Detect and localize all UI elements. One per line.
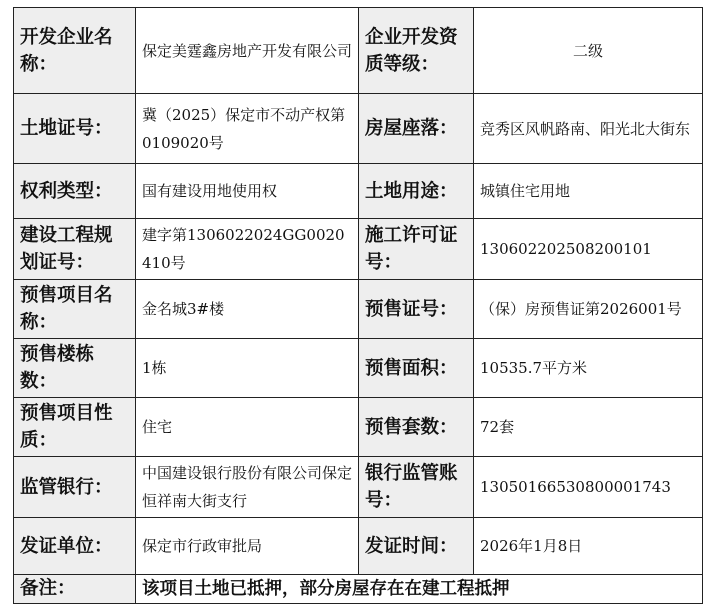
table-row xyxy=(14,398,703,457)
construction-permit-value: 130602202508200101 xyxy=(474,219,703,280)
right-type-label: 权利类型： xyxy=(14,164,136,219)
permit-document xyxy=(13,7,703,604)
land-use-value: 城镇住宅用地 xyxy=(474,164,703,219)
property-location-label: 房屋座落： xyxy=(359,94,474,164)
land-certificate-value: 冀（2025）保定市不动产权第0109020号 xyxy=(136,94,359,164)
planning-permit-label: 建设工程规划证号： xyxy=(14,219,136,280)
planning-permit-value: 建字第1306022024GG0020410号 xyxy=(136,219,359,280)
presale-area-label: 预售面积： xyxy=(359,339,474,398)
developer-name-value: 保定美霆鑫房地产开发有限公司 xyxy=(136,8,359,94)
construction-permit-label: 施工许可证号： xyxy=(359,219,474,280)
presale-permit-table xyxy=(13,7,703,604)
remarks-label: 备注： xyxy=(14,575,136,604)
table-row xyxy=(14,94,703,164)
right-type-value: 国有建设用地使用权 xyxy=(136,164,359,219)
property-location-value: 竞秀区风帆路南、阳光北大街东 xyxy=(474,94,703,164)
table-row xyxy=(14,339,703,398)
bank-account-label: 银行监管账号： xyxy=(359,457,474,518)
issue-date-label: 发证时间： xyxy=(359,518,474,575)
table-row xyxy=(14,164,703,219)
supervising-bank-value: 中国建设银行股份有限公司保定恒祥南大街支行 xyxy=(136,457,359,518)
table-row xyxy=(14,8,703,94)
land-certificate-label: 土地证号： xyxy=(14,94,136,164)
land-use-label: 土地用途： xyxy=(359,164,474,219)
unit-count-value: 72套 xyxy=(474,398,703,457)
project-name-label: 预售项目名称： xyxy=(14,280,136,339)
bank-account-value: 13050166530800001743 xyxy=(474,457,703,518)
building-count-label: 预售楼栋数： xyxy=(14,339,136,398)
presale-permit-value: （保）房预售证第2026001号 xyxy=(474,280,703,339)
qualification-level-label: 企业开发资质等级： xyxy=(359,8,474,94)
project-nature-value: 住宅 xyxy=(136,398,359,457)
table-row xyxy=(14,518,703,575)
unit-count-label: 预售套数： xyxy=(359,398,474,457)
table-row xyxy=(14,219,703,280)
presale-area-value: 10535.7平方米 xyxy=(474,339,703,398)
project-nature-label: 预售项目性质： xyxy=(14,398,136,457)
building-count-value: 1栋 xyxy=(136,339,359,398)
supervising-bank-label: 监管银行： xyxy=(14,457,136,518)
project-name-value: 金名城3#楼 xyxy=(136,280,359,339)
developer-name-label: 开发企业名称： xyxy=(14,8,136,94)
remarks-value: 该项目土地已抵押，部分房屋存在在建工程抵押 xyxy=(136,575,703,604)
issuing-authority-label: 发证单位： xyxy=(14,518,136,575)
table-row xyxy=(14,575,703,604)
table-row xyxy=(14,280,703,339)
qualification-level-value: 二级 xyxy=(474,8,703,94)
issuing-authority-value: 保定市行政审批局 xyxy=(136,518,359,575)
table-row xyxy=(14,457,703,518)
issue-date-value: 2026年1月8日 xyxy=(474,518,703,575)
presale-permit-label: 预售证号： xyxy=(359,280,474,339)
